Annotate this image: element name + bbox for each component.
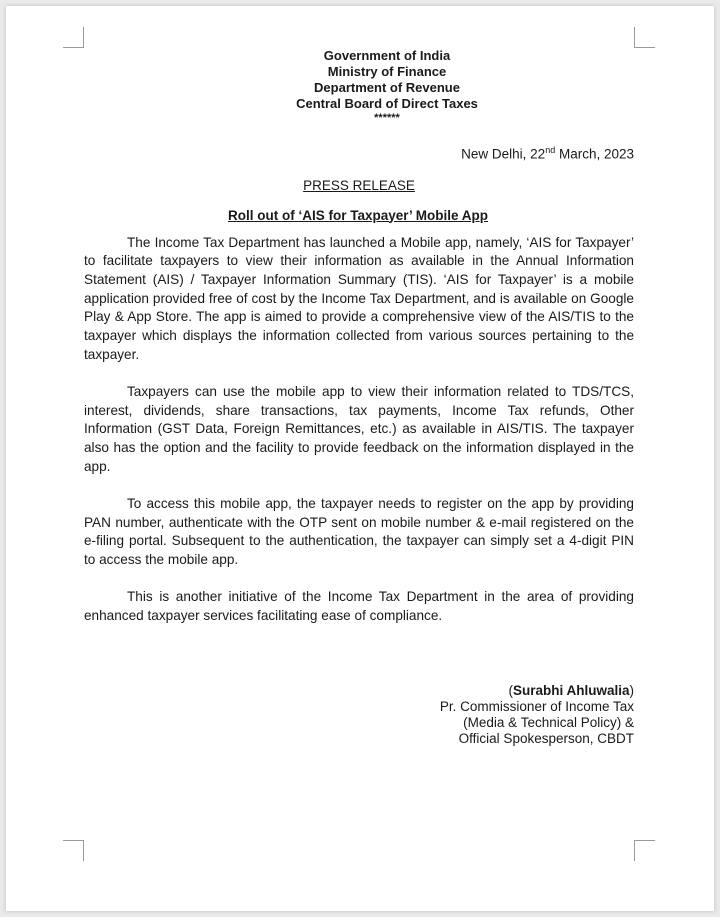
signatory-name-line [84, 683, 634, 699]
header-line-ministry: Ministry of Finance [327, 64, 447, 79]
signature-block [84, 683, 634, 747]
paren-close: ) [629, 682, 634, 698]
signatory-title-1: Pr. Commissioner of Income Tax [439, 698, 634, 714]
release-date [84, 142, 634, 163]
date-prefix: New Delhi, 22 [461, 146, 546, 162]
paragraph-2: Taxpayers can use the mobile app to view their information related to TDS/TCS, interest, dividends, share transactions, tax payments, Income Tax refunds, Other Information (GST Data, Foreign Remittances, etc.) as available in AIS/TIS. The taxpayer also has the option and the facility to provide feedback on the information displayed in the app. [84, 383, 634, 474]
document-page [6, 6, 714, 911]
paren-open: ( [508, 682, 513, 698]
date-rest: March, 2023 [555, 146, 634, 162]
paragraph-3: To access this mobile app, the taxpayer needs to register on the app by providing PAN number, authenticate with the OTP sent on mobile number & e-mail registered on the e-filing portal. Subsequent to the authentication, the taxpayer can simply set a 4-digit PIN to access the mobile app. [84, 495, 634, 568]
date-suffix: nd [545, 145, 556, 155]
letterhead [140, 48, 634, 124]
press-release-label: PRESS RELEASE [303, 177, 415, 193]
header-line-department: Department of Revenue [314, 80, 460, 95]
crop-mark-bottom-right [634, 840, 655, 861]
subject-heading: Roll out of ‘AIS for Taxpayer’ Mobile App [227, 207, 488, 223]
crop-mark-bottom-left [63, 840, 84, 861]
paragraph-4: This is another initiative of the Income Tax Department in the area of providing enhanced taxpayer services facilitating ease of compliance. [84, 589, 634, 623]
signatory-name: Surabhi Ahluwalia [512, 682, 630, 698]
document-body [84, 48, 634, 747]
header-line-board: Central Board of Direct Taxes [296, 96, 478, 111]
signatory-title-3: Official Spokesperson, CBDT [458, 730, 634, 746]
signatory-title-2: (Media & Technical Policy) & [463, 714, 634, 730]
header-separator-stars: ****** [374, 112, 400, 124]
header-line-government: Government of India [323, 48, 451, 63]
paragraph-1: The Income Tax Department has launched a Mobile app, namely, ‘AIS for Taxpayer’ to facilitate taxpayers to view their information as available in the Annual Information Statement (AIS) / Taxpayer Information Summary (TIS). ‘AIS for Taxpayer’ is a mobile application provided free of cost by the Income Tax Department, and is available on Google Play & App Store. The app is aimed to provide a comprehensive view of the AIS/TIS to the taxpayer which displays the information collected from various sources pertaining to the taxpayer. [84, 234, 634, 362]
crop-mark-top-left [63, 27, 84, 48]
crop-mark-top-right [634, 27, 655, 48]
